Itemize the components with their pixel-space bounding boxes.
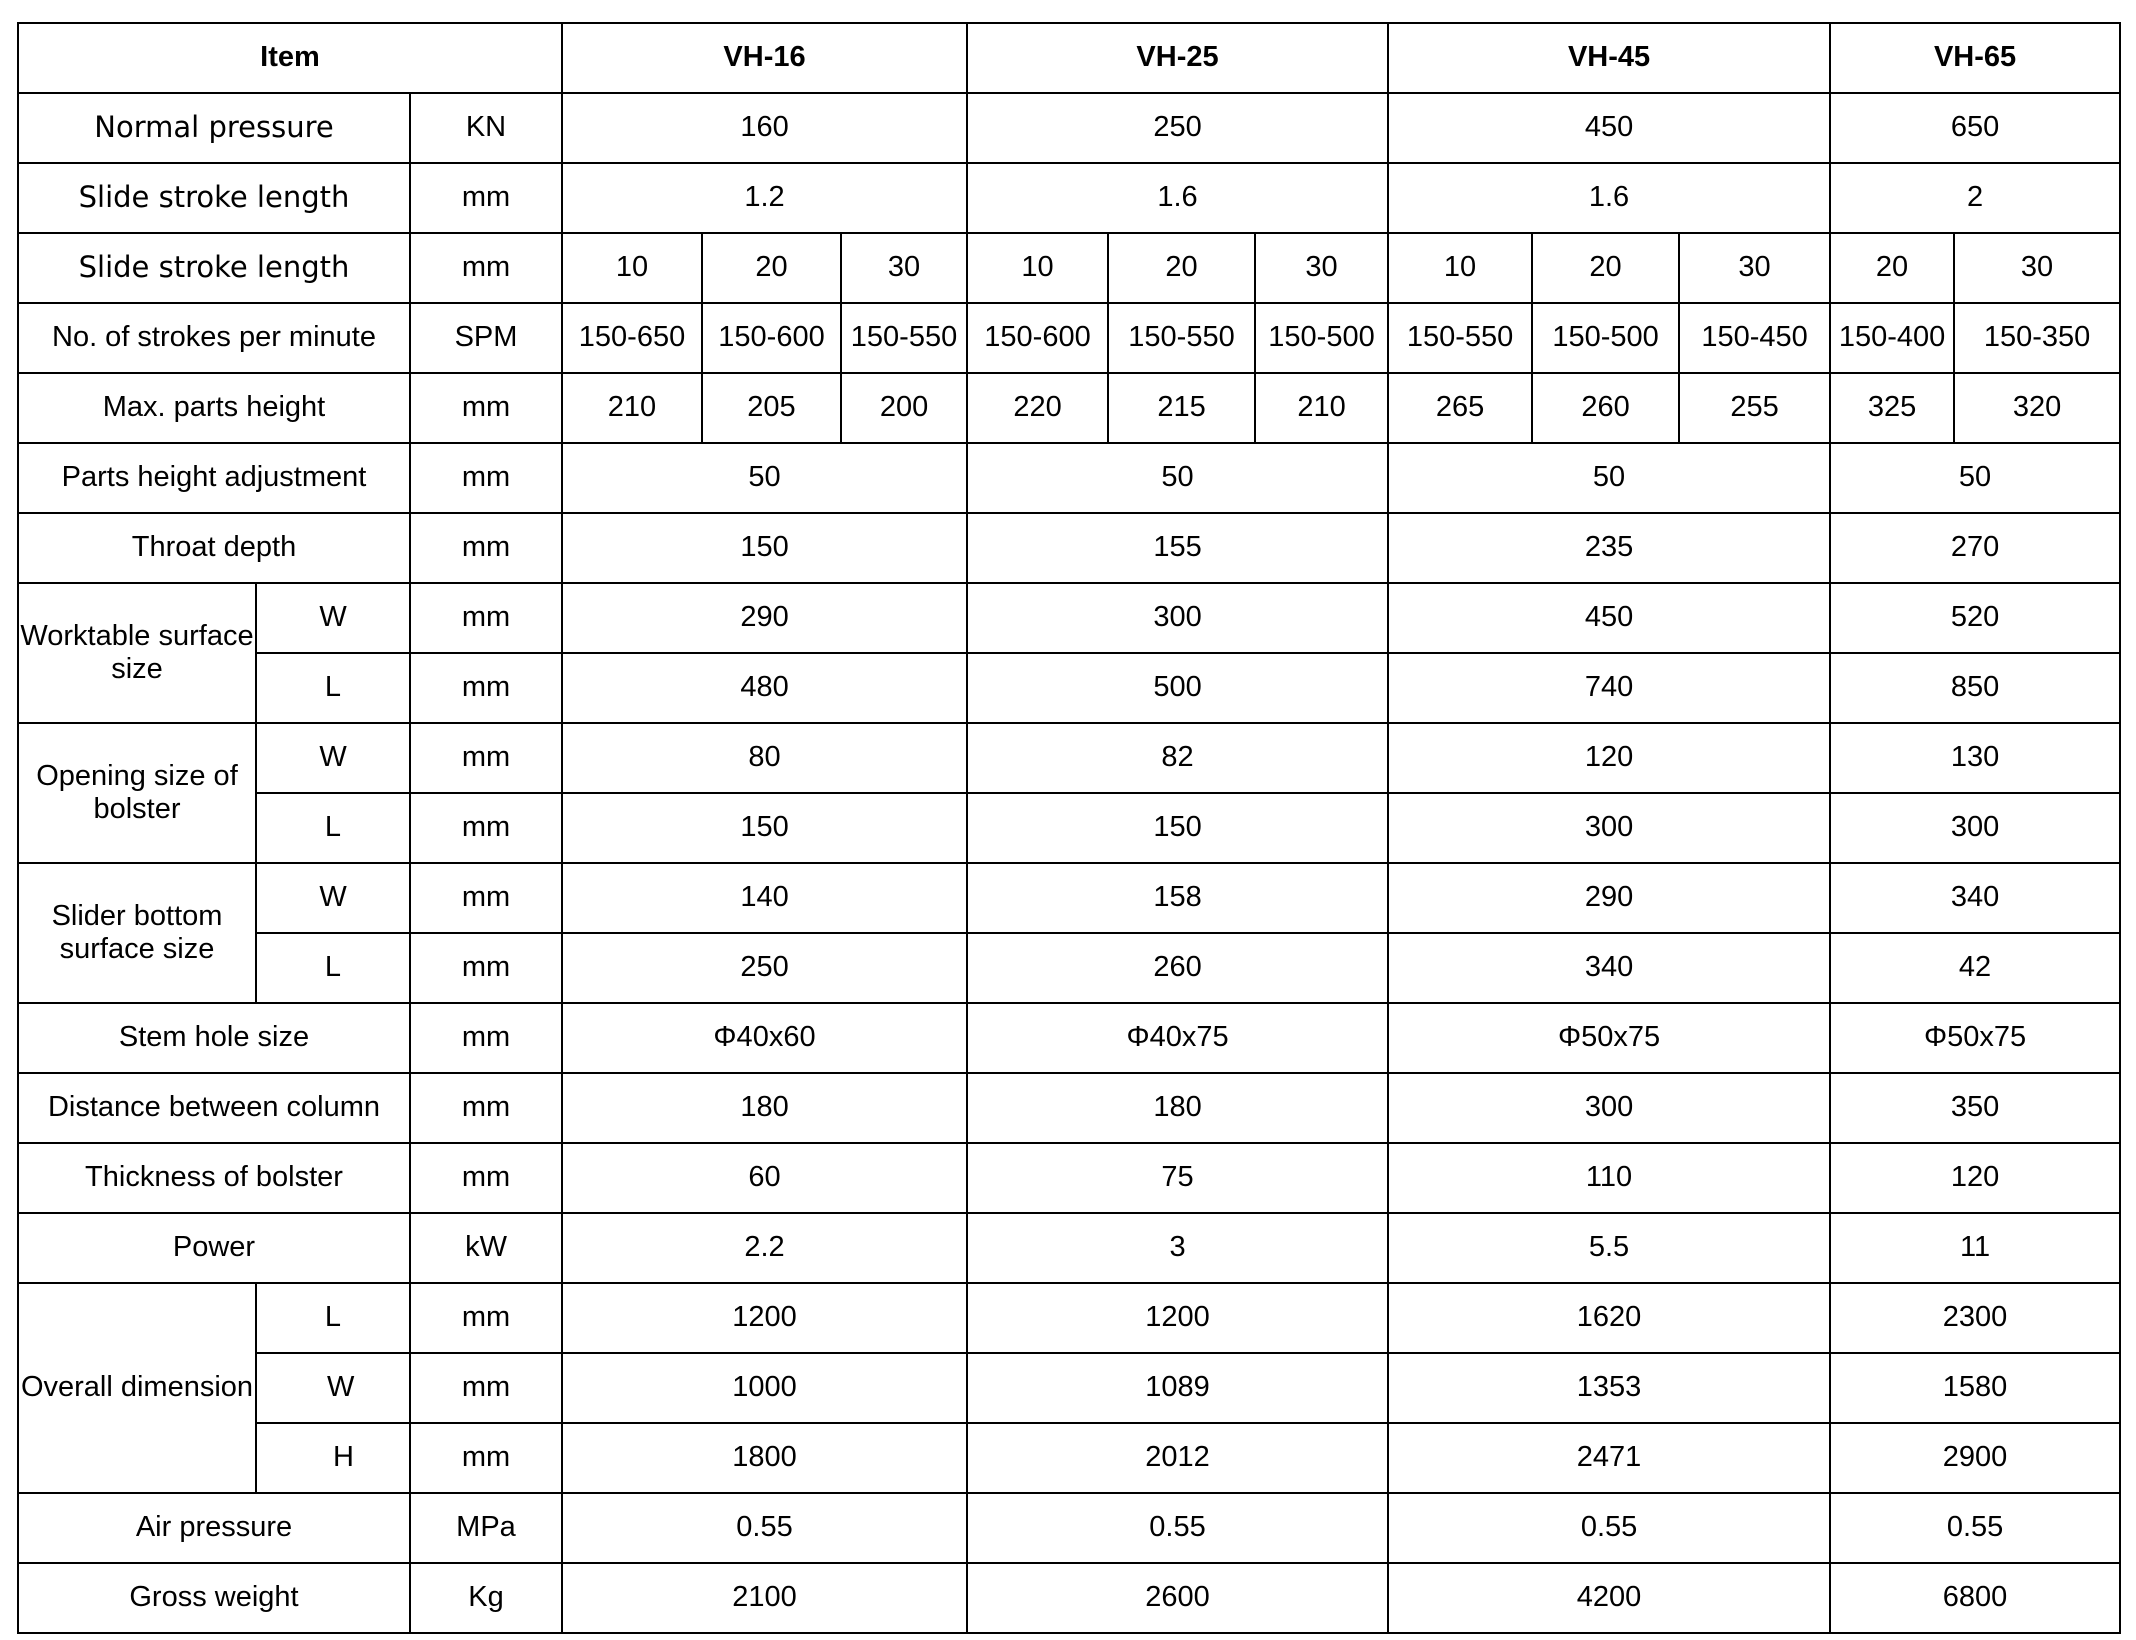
row-label: Slide stroke length: [18, 233, 410, 303]
value-cell: 250: [967, 93, 1388, 163]
value-cell: 260: [1532, 373, 1679, 443]
value-cell: 180: [562, 1073, 967, 1143]
value-cell: 150: [562, 793, 967, 863]
item-header: Item: [18, 23, 562, 93]
value-cell: 480: [562, 653, 967, 723]
overall-l-row: [18, 1283, 2120, 1353]
value-cell: 120: [1388, 723, 1830, 793]
value-cell: 290: [1388, 863, 1830, 933]
value-cell: 158: [967, 863, 1388, 933]
sub-label: L: [256, 793, 410, 863]
value-cell: 10: [967, 233, 1108, 303]
unit-cell: mm: [410, 1073, 562, 1143]
value-cell: 110: [1388, 1143, 1830, 1213]
value-cell: 2300: [1830, 1283, 2120, 1353]
value-cell: 450: [1388, 93, 1830, 163]
slider-bottom-l-row: [18, 933, 2120, 1003]
group-label: Slider bottom surface size: [18, 863, 256, 1003]
unit-cell: mm: [410, 583, 562, 653]
value-cell: 150-650: [562, 303, 702, 373]
value-cell: 350: [1830, 1073, 2120, 1143]
value-cell: 80: [562, 723, 967, 793]
value-cell: 150-500: [1532, 303, 1679, 373]
value-cell: 740: [1388, 653, 1830, 723]
unit-cell: mm: [410, 513, 562, 583]
model-header: VH-25: [967, 23, 1388, 93]
value-cell: 30: [1255, 233, 1388, 303]
value-cell: 120: [1830, 1143, 2120, 1213]
value-cell: 300: [1388, 793, 1830, 863]
unit-cell: mm: [410, 863, 562, 933]
air-pressure-row: [18, 1493, 2120, 1563]
value-cell: 130: [1830, 723, 2120, 793]
row-label: Stem hole size: [18, 1003, 410, 1073]
unit-cell: KN: [410, 93, 562, 163]
value-cell: 1800: [562, 1423, 967, 1493]
value-cell: 3: [967, 1213, 1388, 1283]
value-cell: 220: [967, 373, 1108, 443]
column-distance-row: [18, 1073, 2120, 1143]
unit-cell: kW: [410, 1213, 562, 1283]
bolster-opening-w-row: [18, 723, 2120, 793]
max-parts-height-row: [18, 373, 2120, 443]
sub-label: H: [256, 1423, 410, 1493]
stem-hole-row: [18, 1003, 2120, 1073]
value-cell: 150-550: [1108, 303, 1255, 373]
row-label: Parts height adjustment: [18, 443, 410, 513]
value-cell: 4200: [1388, 1563, 1830, 1633]
row-label: Max. parts height: [18, 373, 410, 443]
value-cell: 180: [967, 1073, 1388, 1143]
slider-bottom-w-row: [18, 863, 2120, 933]
value-cell: 150-450: [1679, 303, 1830, 373]
row-label: Thickness of bolster: [18, 1143, 410, 1213]
group-label: Overall dimension: [18, 1283, 256, 1493]
worktable-w-row: [18, 583, 2120, 653]
slide-stroke-length-row: [18, 233, 2120, 303]
value-cell: 205: [702, 373, 841, 443]
value-cell: 20: [1532, 233, 1679, 303]
unit-cell: mm: [410, 793, 562, 863]
value-cell: 60: [562, 1143, 967, 1213]
value-cell: 2471: [1388, 1423, 1830, 1493]
unit-cell: mm: [410, 1423, 562, 1493]
value-cell: 42: [1830, 933, 2120, 1003]
unit-cell: MPa: [410, 1493, 562, 1563]
unit-cell: mm: [410, 723, 562, 793]
value-cell: 150-500: [1255, 303, 1388, 373]
value-cell: Φ50x75: [1388, 1003, 1830, 1073]
value-cell: 0.55: [1830, 1493, 2120, 1563]
value-cell: 340: [1830, 863, 2120, 933]
value-cell: 1200: [967, 1283, 1388, 1353]
value-cell: 0.55: [562, 1493, 967, 1563]
value-cell: 250: [562, 933, 967, 1003]
sub-label: L: [256, 933, 410, 1003]
value-cell: Φ50x75: [1830, 1003, 2120, 1073]
row-label: Power: [18, 1213, 410, 1283]
unit-cell: mm: [410, 1353, 562, 1423]
value-cell: 1580: [1830, 1353, 2120, 1423]
sub-label: W: [256, 1353, 410, 1423]
row-label: Distance between column: [18, 1073, 410, 1143]
sub-label: W: [256, 863, 410, 933]
value-cell: 0.55: [1388, 1493, 1830, 1563]
model-header: VH-45: [1388, 23, 1830, 93]
value-cell: 50: [1830, 443, 2120, 513]
value-cell: 1200: [562, 1283, 967, 1353]
unit-cell: mm: [410, 163, 562, 233]
value-cell: 150-350: [1954, 303, 2120, 373]
value-cell: 150-400: [1830, 303, 1954, 373]
value-cell: 290: [562, 583, 967, 653]
row-label: Normal pressure: [18, 93, 410, 163]
value-cell: 75: [967, 1143, 1388, 1213]
value-cell: 260: [967, 933, 1388, 1003]
unit-cell: mm: [410, 653, 562, 723]
unit-cell: mm: [410, 1283, 562, 1353]
value-cell: 150: [562, 513, 967, 583]
value-cell: 300: [1830, 793, 2120, 863]
value-cell: 150: [967, 793, 1388, 863]
value-cell: 1620: [1388, 1283, 1830, 1353]
value-cell: 30: [1679, 233, 1830, 303]
value-cell: 300: [1388, 1073, 1830, 1143]
value-cell: 520: [1830, 583, 2120, 653]
unit-cell: mm: [410, 233, 562, 303]
value-cell: 150-600: [967, 303, 1108, 373]
value-cell: 500: [967, 653, 1388, 723]
value-cell: 50: [967, 443, 1388, 513]
value-cell: 0.55: [967, 1493, 1388, 1563]
model-header: VH-16: [562, 23, 967, 93]
value-cell: 265: [1388, 373, 1532, 443]
unit-cell: Kg: [410, 1563, 562, 1633]
value-cell: 850: [1830, 653, 2120, 723]
overall-w-row: [18, 1353, 2120, 1423]
value-cell: 255: [1679, 373, 1830, 443]
value-cell: 10: [1388, 233, 1532, 303]
value-cell: 150-550: [841, 303, 967, 373]
row-label: Air pressure: [18, 1493, 410, 1563]
value-cell: 50: [562, 443, 967, 513]
value-cell: 10: [562, 233, 702, 303]
unit-cell: mm: [410, 443, 562, 513]
value-cell: 325: [1830, 373, 1954, 443]
value-cell: 2600: [967, 1563, 1388, 1633]
gross-weight-row: [18, 1563, 2120, 1633]
row-label: Throat depth: [18, 513, 410, 583]
value-cell: 1.6: [1388, 163, 1830, 233]
unit-cell: mm: [410, 933, 562, 1003]
value-cell: 1000: [562, 1353, 967, 1423]
header-row: [18, 23, 2120, 93]
value-cell: 50: [1388, 443, 1830, 513]
slide-stroke-amp-row: [18, 163, 2120, 233]
value-cell: 200: [841, 373, 967, 443]
value-cell: 5.5: [1388, 1213, 1830, 1283]
sub-label: L: [256, 1283, 410, 1353]
normal-pressure-row: [18, 93, 2120, 163]
value-cell: 82: [967, 723, 1388, 793]
parts-height-adjustment-row: [18, 443, 2120, 513]
value-cell: Φ40x60: [562, 1003, 967, 1073]
value-cell: 155: [967, 513, 1388, 583]
value-cell: 6800: [1830, 1563, 2120, 1633]
value-cell: 2: [1830, 163, 2120, 233]
spec-table: [17, 22, 2121, 1634]
value-cell: 450: [1388, 583, 1830, 653]
value-cell: 2100: [562, 1563, 967, 1633]
value-cell: 1.2: [562, 163, 967, 233]
value-cell: 1353: [1388, 1353, 1830, 1423]
value-cell: 2.2: [562, 1213, 967, 1283]
worktable-l-row: [18, 653, 2120, 723]
value-cell: 11: [1830, 1213, 2120, 1283]
value-cell: 20: [702, 233, 841, 303]
bolster-opening-l-row: [18, 793, 2120, 863]
value-cell: Φ40x75: [967, 1003, 1388, 1073]
value-cell: 2900: [1830, 1423, 2120, 1493]
sub-label: L: [256, 653, 410, 723]
value-cell: 20: [1108, 233, 1255, 303]
value-cell: 20: [1830, 233, 1954, 303]
row-label: Gross weight: [18, 1563, 410, 1633]
value-cell: 30: [841, 233, 967, 303]
value-cell: 270: [1830, 513, 2120, 583]
row-label: No. of strokes per minute: [18, 303, 410, 373]
value-cell: 650: [1830, 93, 2120, 163]
value-cell: 2012: [967, 1423, 1388, 1493]
value-cell: 215: [1108, 373, 1255, 443]
value-cell: 235: [1388, 513, 1830, 583]
bolster-thickness-row: [18, 1143, 2120, 1213]
strokes-per-minute-row: [18, 303, 2120, 373]
model-header: VH-65: [1830, 23, 2120, 93]
unit-cell: SPM: [410, 303, 562, 373]
value-cell: 150-600: [702, 303, 841, 373]
overall-h-row: [18, 1423, 2120, 1493]
group-label: Opening size of bolster: [18, 723, 256, 863]
throat-depth-row: [18, 513, 2120, 583]
value-cell: 340: [1388, 933, 1830, 1003]
unit-cell: mm: [410, 1143, 562, 1213]
power-row: [18, 1213, 2120, 1283]
value-cell: 140: [562, 863, 967, 933]
unit-cell: mm: [410, 1003, 562, 1073]
value-cell: 1089: [967, 1353, 1388, 1423]
sub-label: W: [256, 583, 410, 653]
sub-label: W: [256, 723, 410, 793]
value-cell: 210: [1255, 373, 1388, 443]
group-label: Worktable surface size: [18, 583, 256, 723]
unit-cell: mm: [410, 373, 562, 443]
value-cell: 300: [967, 583, 1388, 653]
value-cell: 210: [562, 373, 702, 443]
value-cell: 320: [1954, 373, 2120, 443]
row-label: Slide stroke length: [18, 163, 410, 233]
value-cell: 150-550: [1388, 303, 1532, 373]
value-cell: 1.6: [967, 163, 1388, 233]
value-cell: 160: [562, 93, 967, 163]
value-cell: 30: [1954, 233, 2120, 303]
